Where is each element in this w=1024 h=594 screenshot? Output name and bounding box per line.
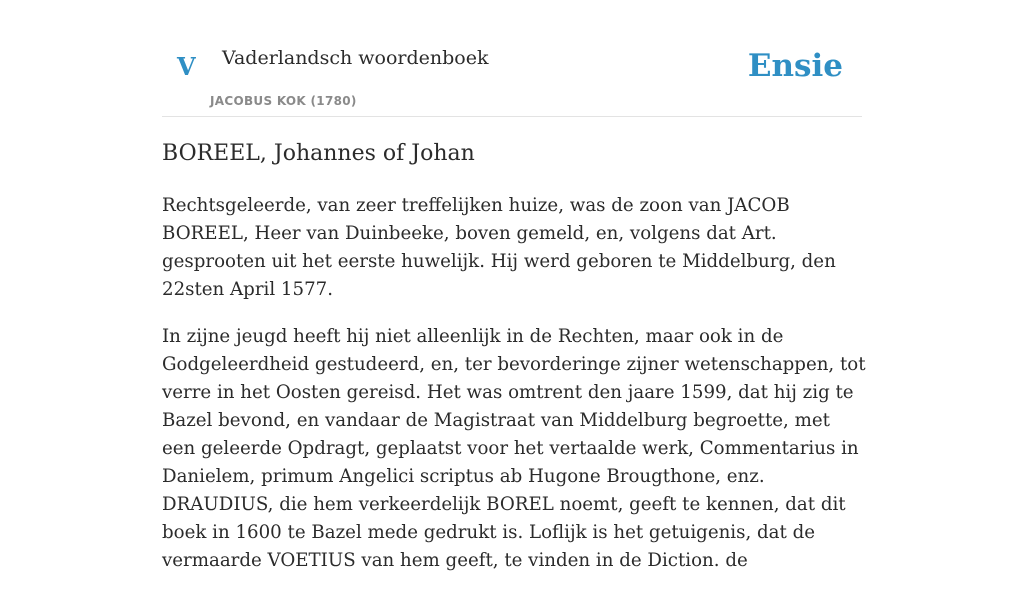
header: [162, 0, 862, 117]
book-author: JACOBUS KOK (1780): [210, 94, 357, 108]
dictionary-logo-letter[interactable]: V: [177, 52, 196, 81]
article-body: [162, 192, 867, 594]
article-paragraph: Rechtsgeleerde, van zeer treffelijken huize, was de zoon van JACOB BOREEL, Heer van Duinbeeke, boven gemeld, en, volgens dat Art. gesprooten uit het eerste huwelijk. Hij werd geboren te Middelburg, den 22sten April 1577.: [162, 195, 836, 300]
article-title: BOREEL, Johannes of Johan: [162, 141, 475, 166]
article-paragraph: In zijne jeugd heeft hij niet alleenlijk in de Rechten, maar ook in de Godgeleerdheid gestudeerd, en, ter bevorderinge zijner wetenschappen, tot verre in het Oosten gereisd. Het was omtrent den jaare 1599, dat hij zig te Bazel bevond, en vandaar de Magistraat van Middelburg begroette, met een geleerde Opdragt, geplaatst voor het vertaalde werk, Commentarius in Danielem, primum Angelici scriptus ab Hugone Brougthone, enz. DRAUDIUS, die hem verkeerdelijk BOREL noemt, geeft te kennen, dat dit boek in 1600 te Bazel mede gedrukt is. Loflijk is het getuigenis, dat de vermaarde VOETIUS van hem geeft, te vinden in de Diction. de: [162, 326, 866, 571]
book-title[interactable]: Vaderlandsch woordenboek: [222, 47, 489, 69]
ensie-logo[interactable]: Ensie: [747, 48, 843, 84]
